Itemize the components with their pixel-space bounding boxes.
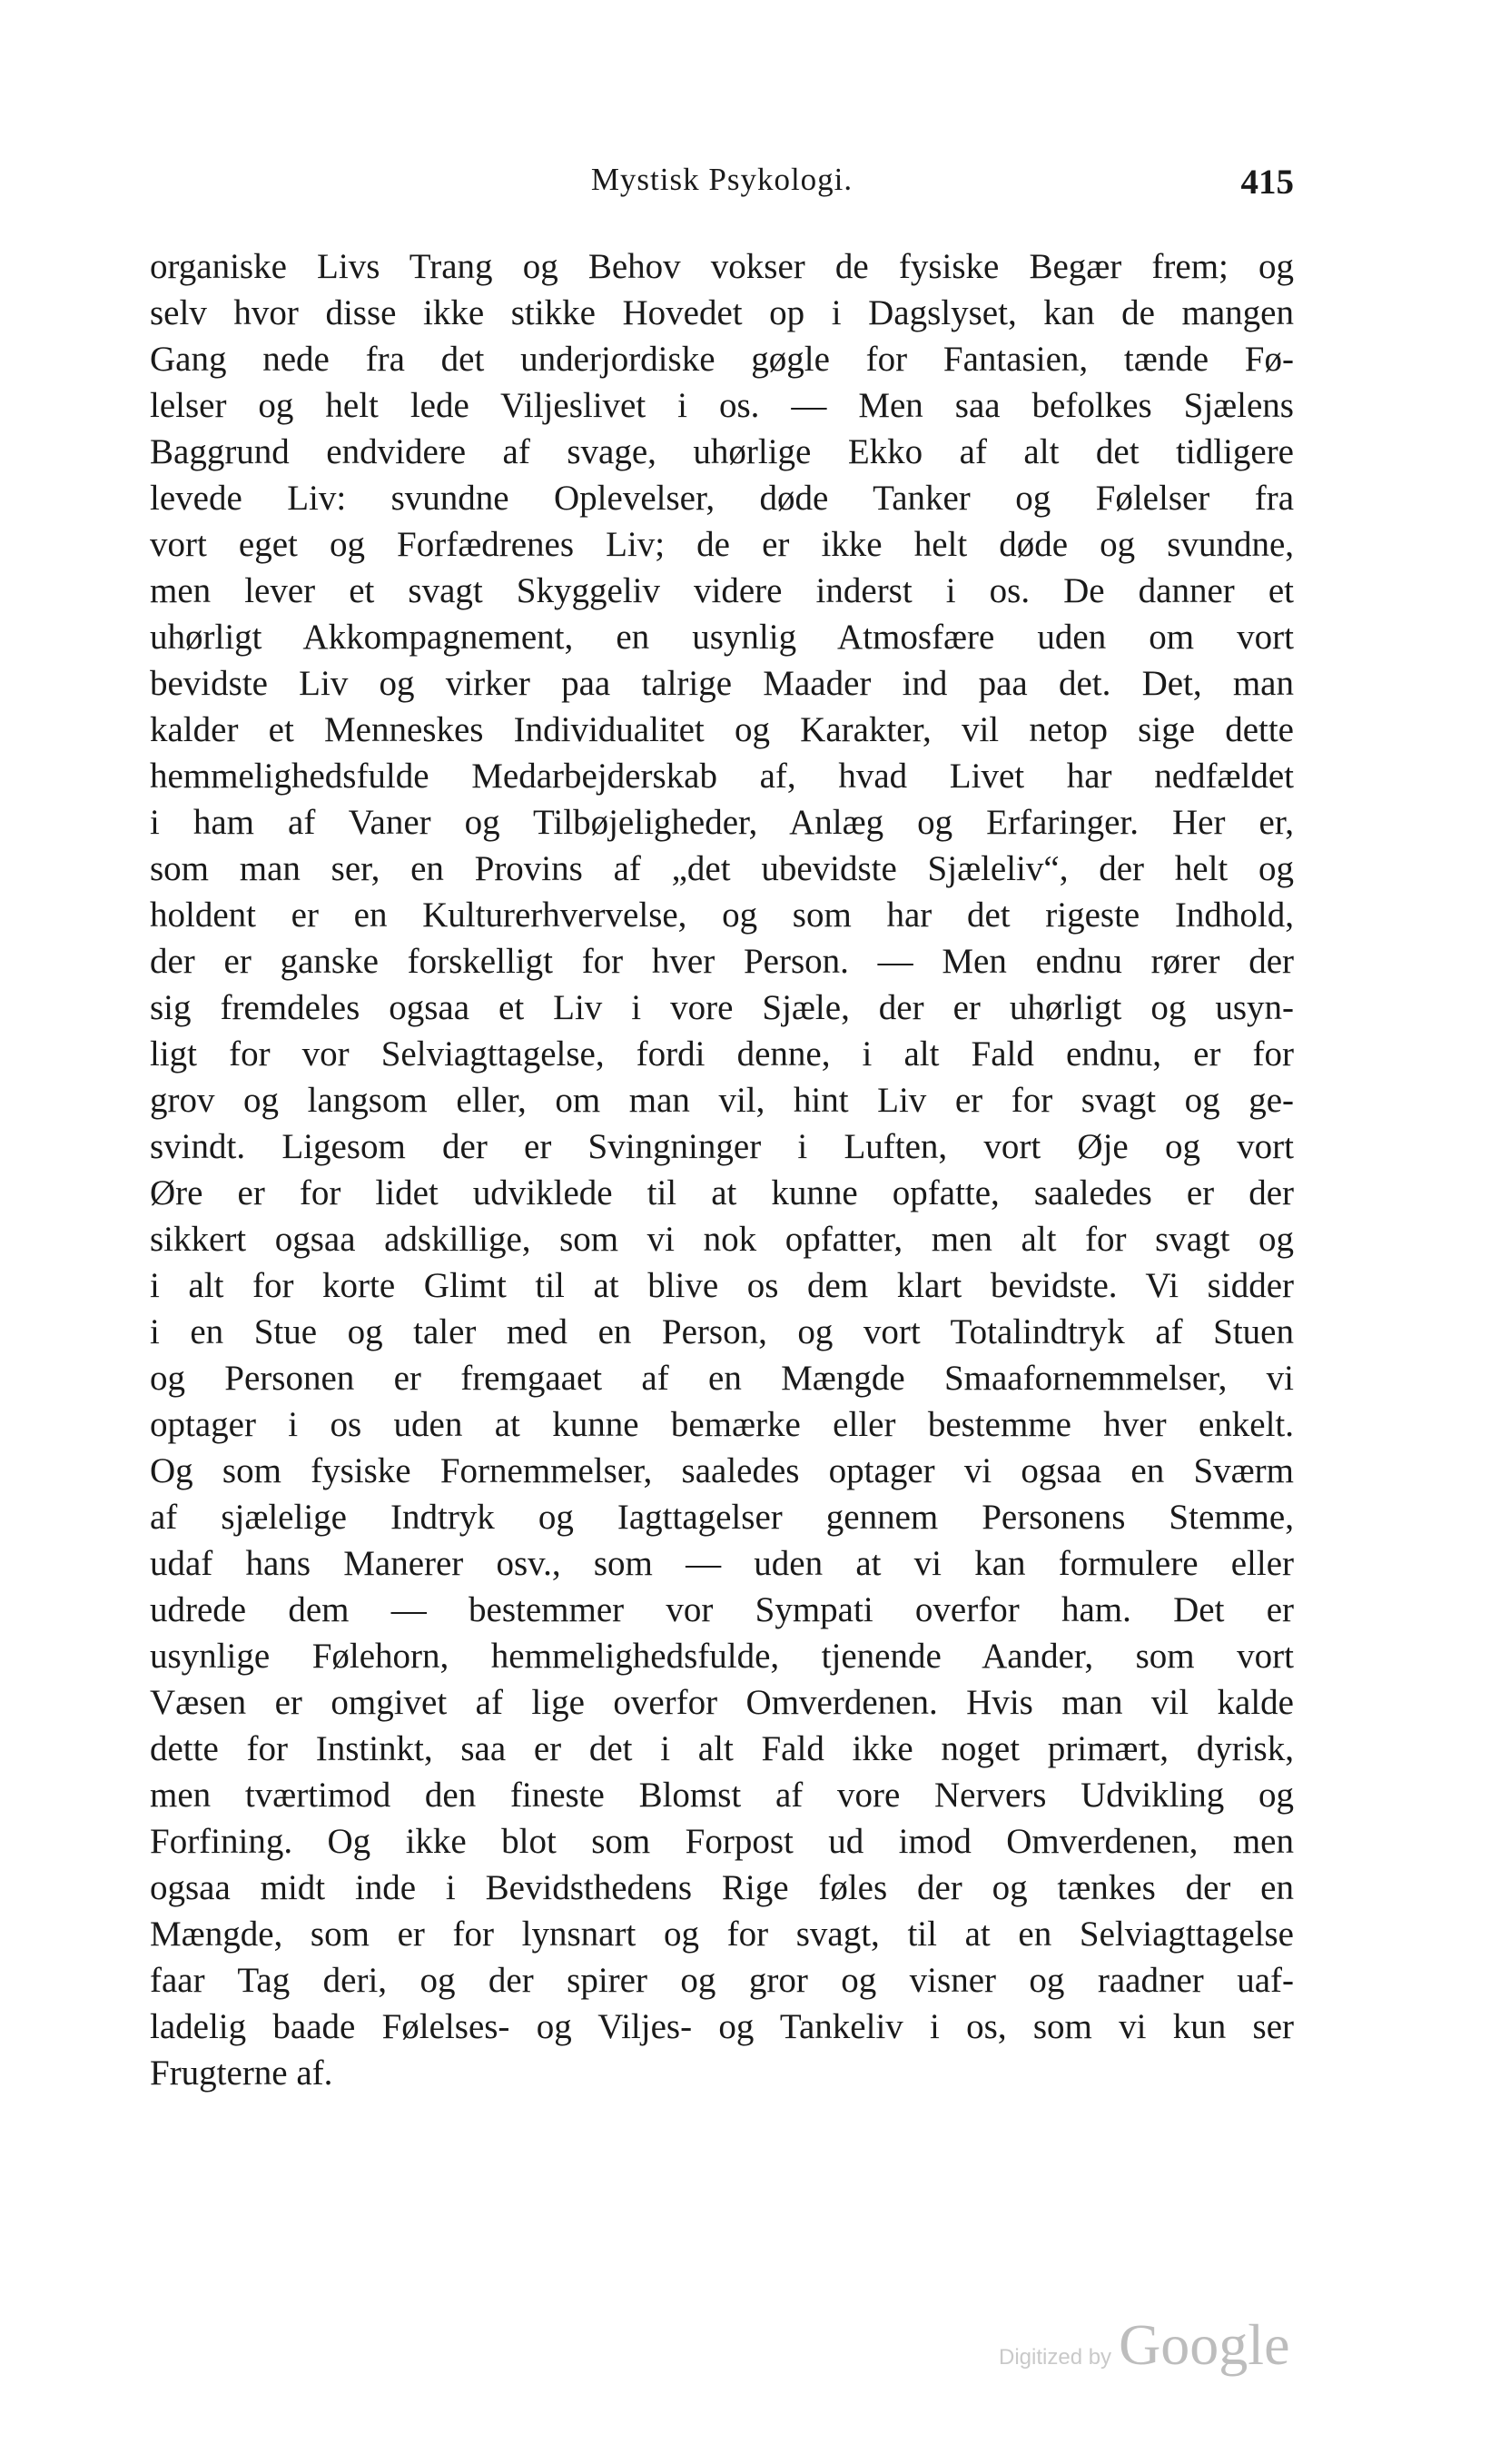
text-line: dette for Instinkt, saa er det i alt Fald ikke noget primært, dyrisk, <box>150 1729 1294 1768</box>
text-line: Gang nede fra det underjordiske gøgle for Fantasien, tænde Fø- <box>150 340 1294 379</box>
body-text <box>150 243 1294 2096</box>
text-line: usynlige Følehorn, hemmelighedsfulde, tjenende Aander, som vort <box>150 1637 1294 1676</box>
text-line: men lever et svagt Skyggeliv videre inderst i os. De danner et <box>150 571 1294 610</box>
text-line: organiske Livs Trang og Behov vokser de fysiske Begær frem; og <box>150 247 1294 286</box>
text-line: bevidste Liv og virker paa talrige Maader ind paa det. Det, man <box>150 664 1294 703</box>
google-logo: Google <box>1119 2312 1290 2377</box>
text-line: Frugterne af. <box>150 2053 333 2093</box>
text-line: sig fremdeles ogsaa et Liv i vore Sjæle, der er uhørligt og usyn- <box>150 988 1294 1027</box>
text-line: ligt for vor Selviagttagelse, fordi denne, i alt Fald endnu, er for <box>150 1034 1294 1074</box>
text-line: i en Stue og taler med en Person, og vort Totalindtryk af Stuen <box>150 1312 1294 1351</box>
text-line: ogsaa midt inde i Bevidsthedens Rige føles der og tænkes der en <box>150 1868 1294 1907</box>
text-line: lelser og helt lede Viljeslivet i os. — Men saa befolkes Sjælens <box>150 386 1294 425</box>
text-line: men tværtimod den fineste Blomst af vore Nervers Udvikling og <box>150 1776 1294 1815</box>
text-line: udrede dem — bestemmer vor Sympati overfor ham. Det er <box>150 1590 1294 1629</box>
text-line: af sjælelige Indtryk og Iagttagelser gennem Personens Stemme, <box>150 1498 1294 1537</box>
text-line: Og som fysiske Fornemmelser, saaledes optager vi ogsaa en Sværm <box>150 1451 1294 1490</box>
text-line: der er ganske forskelligt for hver Person. — Men endnu rører der <box>150 942 1294 981</box>
text-line: udaf hans Manerer osv., som — uden at vi kan formulere eller <box>150 1544 1294 1583</box>
text-line: ladelig baade Følelses- og Viljes- og Tankeliv i os, som vi kun ser <box>150 2007 1294 2046</box>
text-line: Baggrund endvidere af svage, uhørlige Ekko af alt det tidligere <box>150 432 1294 471</box>
text-line: i alt for korte Glimt til at blive os dem klart bevidste. Vi sidder <box>150 1266 1294 1305</box>
running-head <box>150 162 1294 216</box>
text-line: i ham af Vaner og Tilbøjeligheder, Anlæg og Erfaringer. Her er, <box>150 803 1294 842</box>
text-line: uhørligt Akkompagnement, en usynlig Atmosfære uden om vort <box>150 618 1294 657</box>
text-line: vort eget og Forfædrenes Liv; de er ikke helt døde og svundne, <box>150 525 1294 564</box>
running-title: Mystisk Psykologi. <box>590 162 854 197</box>
text-line: Mængde, som er for lynsnart og for svagt, til at en Selviagttagelse <box>150 1915 1294 1954</box>
text-line: levede Liv: svundne Oplevelser, døde Tanker og Følelser fra <box>150 479 1294 518</box>
digitized-by-watermark <box>999 2311 1289 2384</box>
text-line: svindt. Ligesom der er Svingninger i Luften, vort Øje og vort <box>150 1127 1294 1166</box>
watermark-prefix: Digitized by <box>999 2345 1112 2370</box>
text-line: selv hvor disse ikke stikke Hovedet op i Dagslyset, kan de mangen <box>150 293 1294 332</box>
text-line: sikkert ogsaa adskillige, som vi nok opfatter, men alt for svagt og <box>150 1220 1294 1259</box>
text-line: Øre er for lidet udviklede til at kunne opfatte, saaledes er der <box>150 1173 1294 1212</box>
text-line: Forfining. Og ikke blot som Forpost ud imod Omverdenen, men <box>150 1822 1294 1861</box>
text-line: optager i os uden at kunne bemærke eller bestemme hver enkelt. <box>150 1405 1294 1444</box>
text-line: grov og langsom eller, om man vil, hint Liv er for svagt og ge- <box>150 1081 1294 1120</box>
text-line: hemmelighedsfulde Medarbejderskab af, hvad Livet har nedfældet <box>150 757 1294 796</box>
text-line: faar Tag deri, og der spirer og gror og visner og raadner uaf- <box>150 1961 1294 2000</box>
text-line: Væsen er omgivet af lige overfor Omverdenen. Hvis man vil kalde <box>150 1683 1294 1722</box>
text-line: kalder et Menneskes Individualitet og Karakter, vil netop sige dette <box>150 710 1294 749</box>
text-line: holdent er en Kulturerhvervelse, og som har det rigeste Indhold, <box>150 896 1294 935</box>
text-line: og Personen er fremgaaet af en Mængde Smaafornemmelser, vi <box>150 1359 1294 1398</box>
text-line: som man ser, en Provins af „det ubevidste Sjæleliv“, der helt og <box>150 849 1294 888</box>
page-number: 415 <box>1240 163 1294 202</box>
